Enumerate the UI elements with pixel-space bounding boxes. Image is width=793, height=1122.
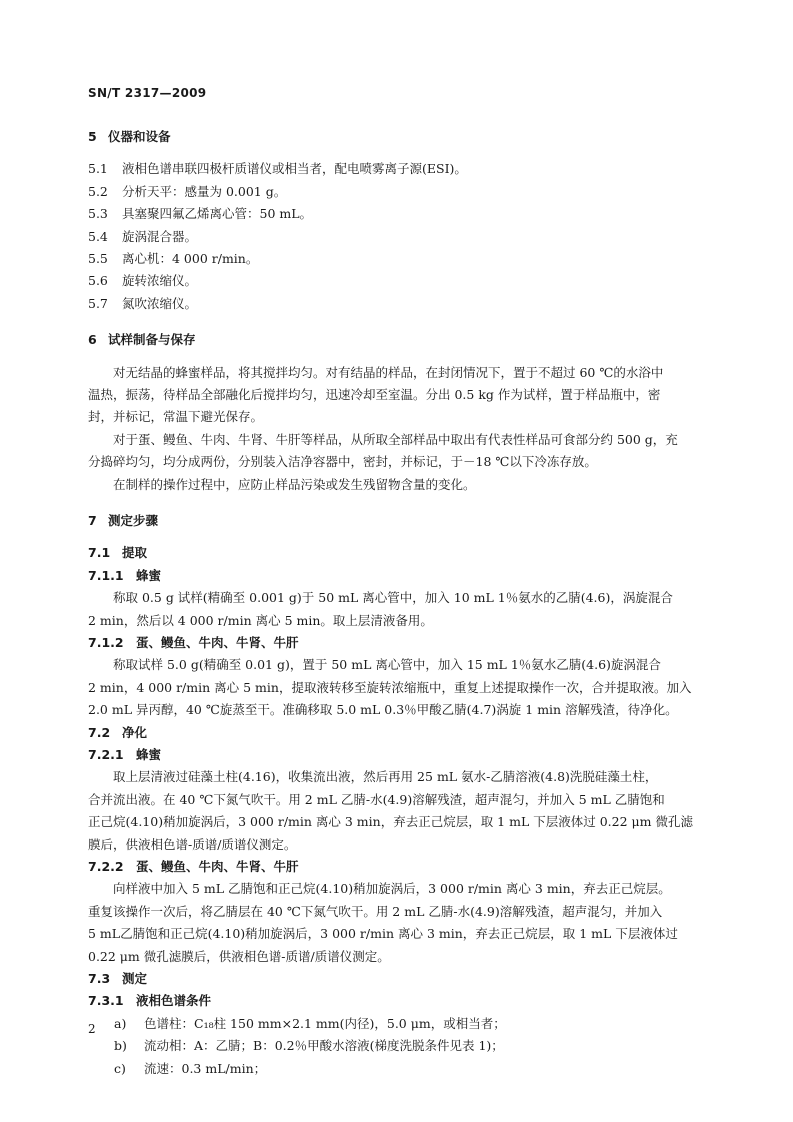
- list-item: 5.4 旋涡混合器。: [88, 228, 198, 244]
- section-heading-5: [88, 126, 708, 148]
- list-item: 5.2 分析天平：感量为 0.001 g。: [88, 183, 287, 199]
- list-item: a) 色谱柱：C₁₈柱 150 mm×2.1 mm(内径)，5.0 μm，或相当者；: [114, 1015, 506, 1031]
- paragraph-tissue-cleanup: 向样液中加入 5 mL 乙腈饱和正己烷(4.10)稍加旋涡后，3 000 r/min 离心 3 min，弃去正己烷层。 重复该操作一次后，将乙腈层在 40 ℃下氮气吹干。用 2 mL 乙腈-水(4.9)溶解残渣，超声混匀，并加入 5 mL乙腈饱和正己烷(4.10)稍加旋涡后，3 000 r/min 离心 3 min，弃去正己烷层，取 1 mL 下层液体过 0.22 μm 微孔滤膜后，供液相色谱-质谱/质谱仪测定。: [88, 881, 678, 964]
- subsection-heading-7-2: 7.2 净化: [88, 724, 148, 740]
- section-number: 5: [88, 129, 97, 144]
- page-number: 2: [88, 1022, 96, 1036]
- section-heading-6: [88, 329, 708, 351]
- subsection-heading-7-3-1: 7.3.1 液相色谱条件: [88, 993, 212, 1009]
- document-code: SN/T 2317—2009: [88, 86, 207, 100]
- document-body: [88, 126, 708, 1080]
- subsection-heading-7-3: 7.3 测定: [88, 971, 148, 987]
- list-item: c) 流速：0.3 mL/min；: [114, 1060, 267, 1076]
- list-item: 5.1 液相色谱串联四极杆质谱仪或相当者，配电喷雾离子源(ESI)。: [88, 161, 467, 177]
- section-heading-7: [88, 510, 708, 532]
- list-item: 5.6 旋转浓缩仪。: [88, 273, 198, 289]
- section-title: 测定步骤: [108, 513, 159, 529]
- subsection-heading-7-2-1: 7.2.1 蜂蜜: [88, 747, 162, 763]
- subsection-heading-7-1: 7.1 提取: [88, 545, 148, 561]
- list-item: 5.3 具塞聚四氟乙烯离心管：50 mL。: [88, 206, 313, 222]
- section-number: 6: [88, 332, 97, 348]
- list-item: 5.5 离心机：4 000 r/min。: [88, 251, 259, 267]
- paragraph-contamination-note: 在制样的操作过程中，应防止样品污染或发生残留物含量的变化。: [113, 476, 476, 492]
- section-title: 仪器和设备: [108, 129, 171, 144]
- list-item: 5.7 氮吹浓缩仪。: [88, 295, 198, 311]
- paragraph-tissue-extraction: 称取试样 5.0 g(精确至 0.01 g)，置于 50 mL 离心管中，加入 15 mL 1％氨水乙腈(4.6)旋涡混合 2 min，4 000 r/min 离心 5 min，提取液转移至旋转浓缩瓶中，重复上述提取操作一次，合并提取液。加入 2.0 mL 异丙醇，40 ℃旋蒸至干。准确移取 5.0 mL 0.3％甲酸乙腈(4.7)涡旋 1 min 溶解残渣，待净化。: [88, 657, 692, 718]
- subsection-heading-7-1-2: 7.1.2 蛋、鳗鱼、牛肉、牛肾、牛肝: [88, 635, 299, 651]
- paragraph-honey-cleanup: 取上层清液过硅藻土柱(4.16)，收集流出液，然后再用 25 mL 氨水-乙腈溶液(4.8)洗脱硅藻土柱， 合并流出液。在 40 ℃下氮气吹干。用 2 mL 乙腈-水(4.9)溶解残渣，超声混匀，并加入 5 mL 乙腈饱和 正己烷(4.10)稍加旋涡后，3 000 r/min 离心 3 min，弃去正己烷层，取 1 mL 下层液体过 0.22 μm 微孔滤 膜后，供液相色谱-质谱/质谱仪测定。: [88, 769, 693, 852]
- section-number: 7: [88, 513, 97, 529]
- paragraph-tissue-prep: 对于蛋、鳗鱼、牛肉、牛肾、牛肝等样品，从所取全部样品中取出有代表性样品可食部分约 500 g，充 分捣碎均匀，均分成两份，分别装入洁净容器中，密封，并标记，于－18 ℃以下冷冻存放。: [88, 431, 678, 470]
- section-title: 试样制备与保存: [108, 332, 196, 348]
- lc-conditions-list: [88, 1013, 708, 1080]
- equipment-list: [88, 158, 708, 315]
- paragraph-honey-prep: 对无结晶的蜂蜜样品，将其搅拌均匀。对有结晶的样品，在封闭情况下，置于不超过 60 ℃的水浴中 温热，振荡，待样品全部融化后搅拌均匀，迅速冷却至室温。分出 0.5 kg 作为试样，置于样品瓶中，密 封，并标记，常温下避光保存。: [88, 364, 664, 425]
- list-item: b) 流动相：A：乙腈；B：0.2％甲酸水溶液(梯度洗脱条件见表 1)；: [114, 1038, 504, 1054]
- paragraph-honey-extraction: 称取 0.5 g 试样(精确至 0.001 g)于 50 mL 离心管中，加入 10 mL 1％氨水的乙腈(4.6)，涡旋混合 2 min，然后以 4 000 r/min 离心 5 min。取上层清液备用。: [88, 590, 673, 628]
- subsection-heading-7-2-2: 7.2.2 蛋、鳗鱼、牛肉、牛肾、牛肝: [88, 859, 299, 875]
- subsection-heading-7-1-1: 7.1.1 蜂蜜: [88, 567, 162, 583]
